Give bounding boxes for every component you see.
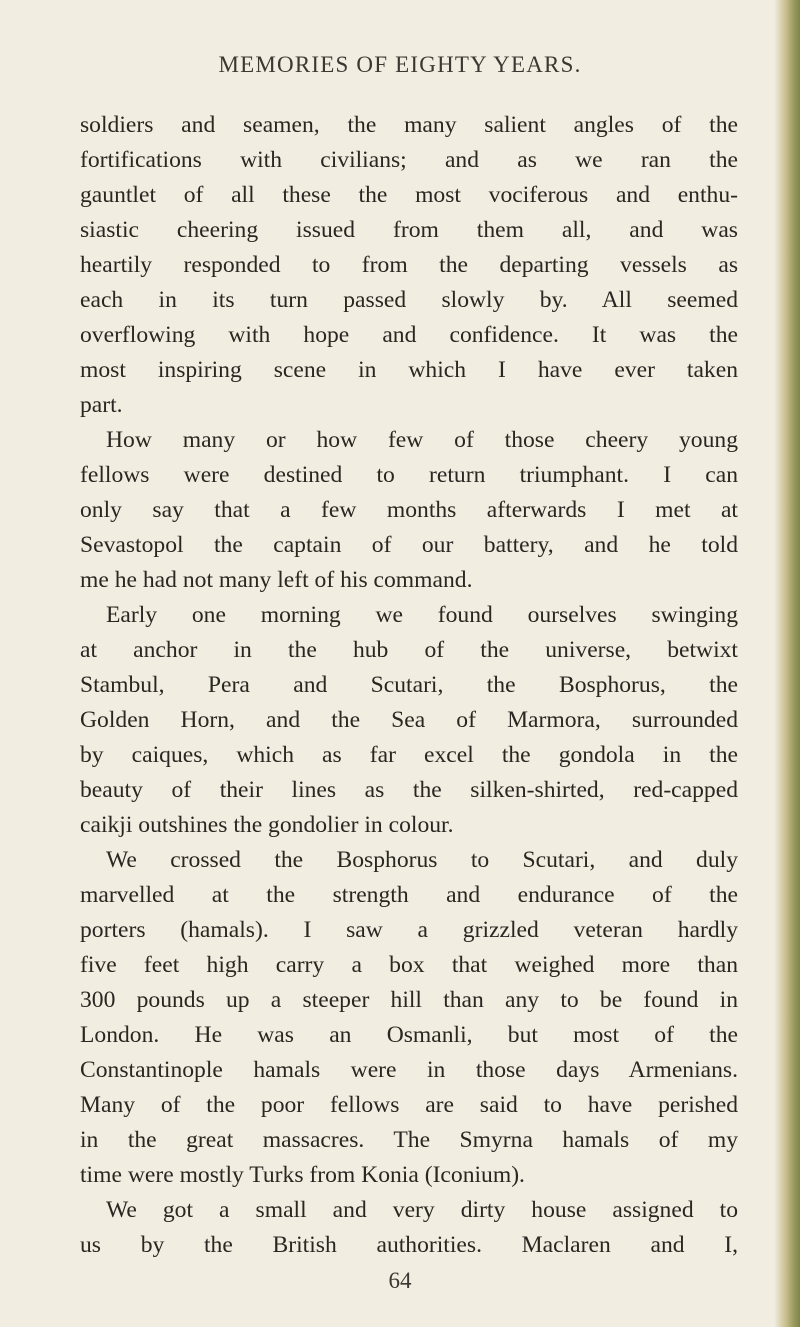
text-line: London. He was an Osmanli, but most of the — [80, 1022, 738, 1048]
text-line: marvelled at the strength and endurance of the — [80, 882, 738, 908]
text-line: only say that a few months afterwards I met at — [80, 497, 738, 523]
text-line: overflowing with hope and confidence. It was the — [80, 322, 738, 348]
text-line: heartily responded to from the departing vessels as — [80, 252, 738, 278]
body-text — [80, 108, 738, 1263]
text-line: five feet high carry a box that weighed more than — [80, 952, 738, 978]
text-line: us by the British authorities. Maclaren and I, — [80, 1232, 738, 1258]
text-line: beauty of their lines as the silken-shirted, red-capped — [80, 777, 738, 803]
text-line: each in its turn passed slowly by. All seemed — [80, 287, 738, 313]
text-line: We got a small and very dirty house assigned to — [106, 1197, 738, 1223]
text-line: Many of the poor fellows are said to have perished — [80, 1092, 738, 1118]
text-line: Golden Horn, and the Sea of Marmora, surrounded — [80, 707, 738, 733]
text-line: gauntlet of all these the most vociferous and enthu- — [80, 182, 738, 208]
text-line: porters (hamals). I saw a grizzled veteran hardly — [80, 917, 738, 943]
text-line: fellows were destined to return triumphant. I can — [80, 462, 738, 488]
text-line: in the great massacres. The Smyrna hamals of my — [80, 1127, 738, 1153]
text-line: Early one morning we found ourselves swinging — [106, 602, 738, 628]
text-line: caikji outshines the gondolier in colour. — [80, 812, 454, 838]
text-line: Sevastopol the captain of our battery, and he told — [80, 532, 738, 558]
text-line: siastic cheering issued from them all, and was — [80, 217, 738, 243]
text-line: We crossed the Bosphorus to Scutari, and duly — [106, 847, 738, 873]
text-line: fortifications with civilians; and as we ran the — [80, 147, 738, 173]
text-line: by caiques, which as far excel the gondola in the — [80, 742, 738, 768]
running-header: MEMORIES OF EIGHTY YEARS. — [218, 52, 582, 77]
text-line: time were mostly Turks from Konia (Iconium). — [80, 1162, 525, 1188]
text-line: How many or how few of those cheery young — [106, 427, 738, 453]
text-line: 300 pounds up a steeper hill than any to be found in — [80, 987, 738, 1013]
page-edge-shadow — [774, 0, 800, 1327]
text-line: soldiers and seamen, the many salient angles of the — [80, 112, 738, 138]
text-line: part. — [80, 392, 123, 418]
text-line: Stambul, Pera and Scutari, the Bosphorus, the — [80, 672, 738, 698]
text-line: Constantinople hamals were in those days Armenians. — [80, 1057, 738, 1083]
text-line: me he had not many left of his command. — [80, 567, 473, 593]
page-number: 64 — [388, 1268, 412, 1293]
text-line: most inspiring scene in which I have ever taken — [80, 357, 738, 383]
text-line: at anchor in the hub of the universe, betwixt — [80, 637, 738, 663]
